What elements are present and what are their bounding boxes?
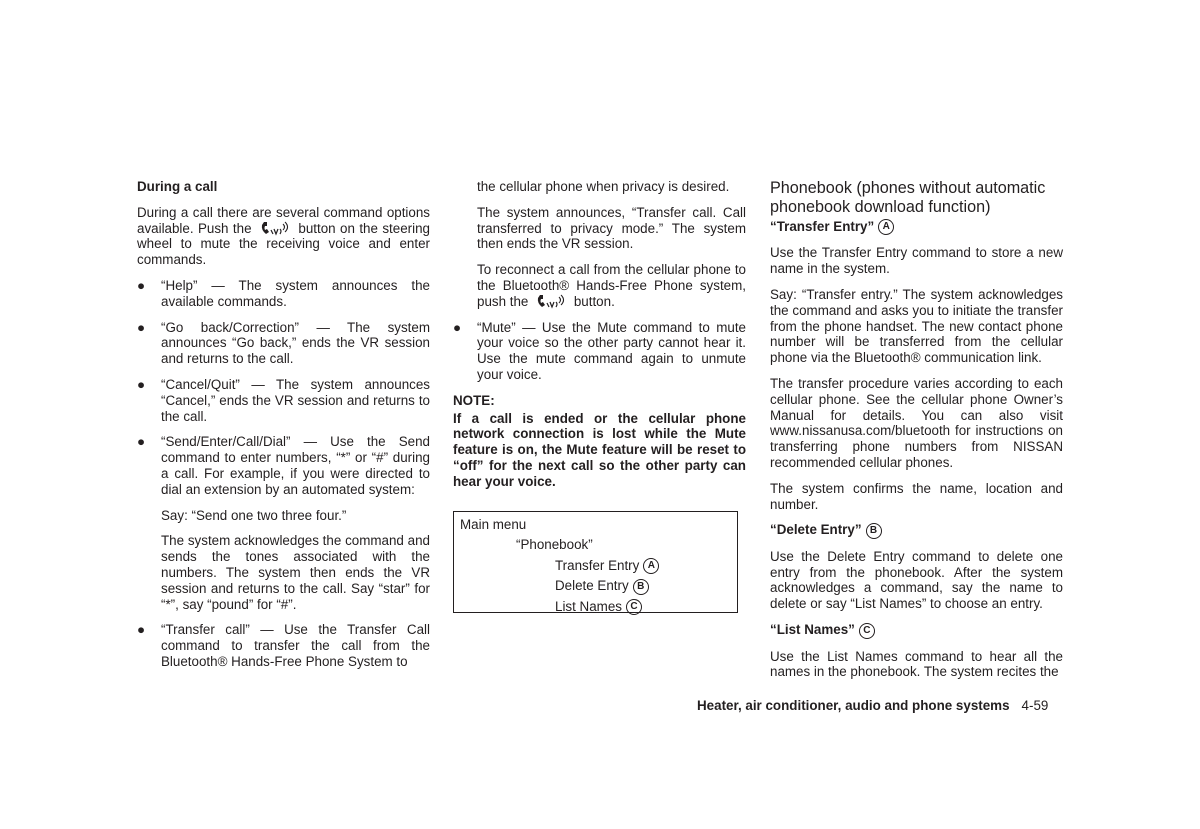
during-call-heading: During a call [137, 179, 218, 194]
during-call-intro: During a call there are several command options available. Push the button on the steering wheel to mute the receiving voice and enter commands. [137, 204, 430, 268]
bullet-dot-icon: ● [137, 319, 146, 335]
phone-talk-button-icon [535, 294, 567, 309]
bullet-dot-icon: ● [453, 319, 462, 335]
reconnect-instructions: To reconnect a call from the cellular phone to the Bluetooth® Hands-Free Phone system, push the button. [477, 262, 746, 309]
page-footer [697, 698, 1048, 713]
bullet-send: ● “Send/Enter/Call/Dial” — Use the Send command to enter numbers, “*” or “#” during a call. For example, if you were directed to dial an extension by an automated system: [137, 434, 430, 497]
phone-talk-button-icon [259, 221, 291, 236]
transfer-entry-heading: “Transfer Entry” A [770, 219, 1063, 235]
menu-phonebook: “Phonebook” [516, 537, 593, 553]
marker-a-icon: A [878, 219, 894, 235]
note-label: NOTE: [453, 392, 495, 408]
marker-c-icon: C [859, 623, 875, 639]
bullet-dot-icon: ● [137, 376, 146, 392]
phonebook-section-title: Phonebook (phones without automatic phonebook download function) [770, 179, 1046, 216]
menu-root: Main menu [460, 516, 527, 532]
bullet-cancel: ● “Cancel/Quit” — The system announces “Cancel,” ends the VR session and returns to the call. [137, 376, 430, 424]
marker-a-icon: A [643, 558, 659, 574]
marker-c-icon: C [626, 599, 642, 615]
bullet-transfer-call: ● “Transfer call” — Use the Transfer Call command to transfer the call from the Bluetooth® Hands-Free Phone System to [137, 622, 430, 669]
say-example: Say: “Send one two three four.” [161, 507, 347, 523]
bullet-mute: ● “Mute” — Use the Mute command to mute your voice so the other party cannot hear it. Use the mute command again to unmute your voice. [453, 319, 746, 382]
transfer-entry-p4: The system confirms the name, location and number. [770, 480, 1063, 512]
list-names-p1: Use the List Names command to hear all the names in the phonebook. The system recites the [770, 648, 1063, 680]
transfer-entry-p2: Say: “Transfer entry.” The system acknowledges the command and asks you to initiate the transfer from the phone handset. The new contact phone number will be transferred from the cellular phone via the Bluetooth® communication link. [770, 287, 1063, 366]
transfer-continued: the cellular phone when privacy is desired. [477, 179, 730, 194]
voice-menu-tree [453, 511, 738, 613]
bullet-help: ● “Help” — The system announces the available commands. [137, 277, 430, 309]
note-text: If a call is ended or the cellular phone network connection is lost while the Mute feature is on, the Mute feature will be reset to “off” for the next call so the other party can hear your voice. [453, 410, 746, 489]
marker-b-icon: B [633, 579, 649, 595]
send-acknowledge: The system acknowledges the command and sends the tones associated with the numbers. The system then ends the VR session and returns to the call. Say “star” for “*”, say “pound” for “#”. [161, 533, 430, 612]
menu-item-transfer-entry: Transfer Entry A [460, 556, 731, 577]
bullet-dot-icon: ● [137, 277, 146, 293]
list-names-heading: “List Names” C [770, 622, 1063, 638]
column-3 [770, 179, 1063, 690]
transfer-announce: The system announces, “Transfer call. Call transferred to privacy mode.” The system then ends the VR session. [477, 204, 746, 252]
column-1 [137, 179, 430, 680]
marker-b-icon: B [866, 523, 882, 539]
delete-entry-p1: Use the Delete Entry command to delete one entry from the phonebook. After the system acknowledges a command, say the name to delete or say “List Names” to choose an entry. [770, 548, 1063, 612]
bullet-dot-icon: ● [137, 622, 146, 638]
bullet-dot-icon: ● [137, 434, 146, 450]
column-2 [453, 179, 746, 613]
menu-item-list-names: List Names C [460, 597, 731, 618]
page-number: 4-59 [1021, 698, 1049, 713]
footer-section-title: Heater, air conditioner, audio and phone systems [697, 698, 1010, 713]
delete-entry-heading: “Delete Entry” B [770, 522, 1063, 538]
bullet-go-back: ● “Go back/Correction” — The system announces “Go back,” ends the VR session and returns to the call. [137, 319, 430, 367]
transfer-entry-p1: Use the Transfer Entry command to store a new name in the system. [770, 245, 1063, 277]
menu-item-delete-entry: Delete Entry B [460, 576, 731, 597]
transfer-entry-p3: The transfer procedure varies according to each cellular phone. See the cellular phone Owner’s Manual for details. You can also visit www.nissanusa.com/bluetooth for instructions on transferring phone numbers from NISSAN recommended cellular phones. [770, 376, 1063, 471]
